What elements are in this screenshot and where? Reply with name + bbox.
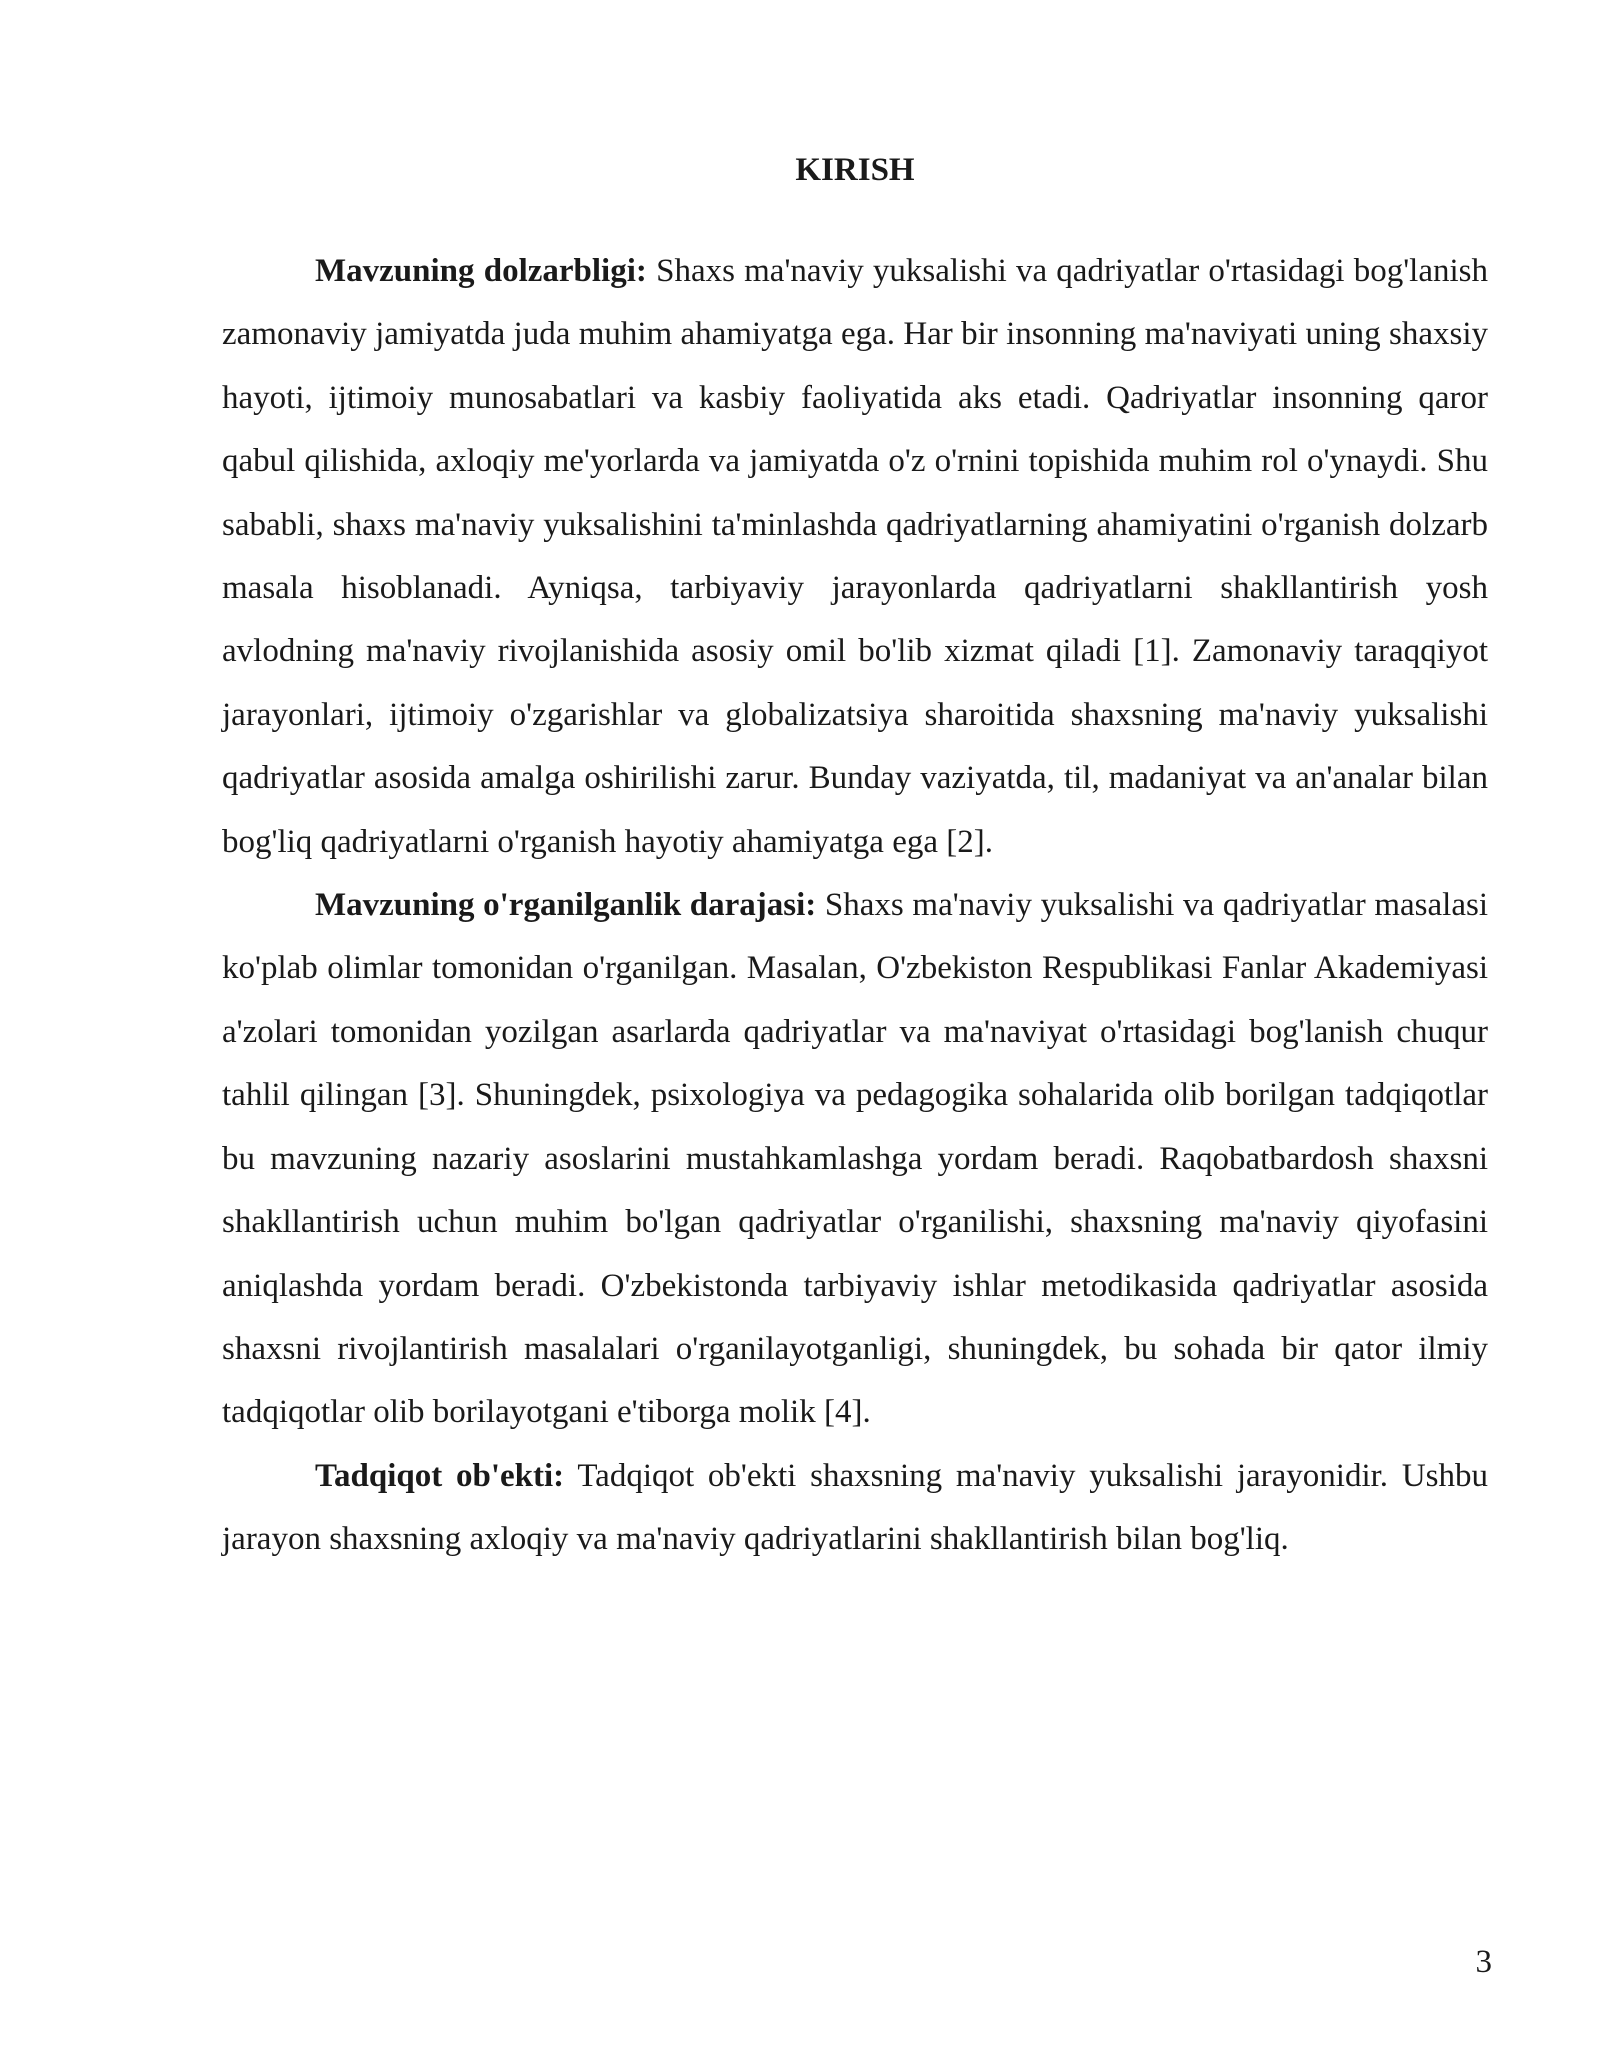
paragraph-relevance xyxy=(222,240,1488,874)
document-body xyxy=(222,240,1488,1572)
page-number: 3 xyxy=(1475,1944,1492,1980)
paragraph-lead: Mavzuning dolzarbligi: xyxy=(315,253,647,289)
paragraph-text: Shaxs ma'naviy yuksalishi va qadriyatlar masalasi ko'plab olimlar tomonidan o'rganilgan. Masalan, O'zbekiston Respublikasi Fanlar Akademiyasi a'zolari tomonidan yozilgan asarlarda qadriyatlar va ma'naviyat o'rtasidagi bog'lanish chuqur tahlil qilingan [3]. Shuningdek, psixologiya va pedagogika sohalarida olib borilgan tadqiqotlar bu mavzuning nazariy asoslarini mustahkamlashga yordam beradi. Raqobatbardosh shaxsni shakllantirish uchun muhim bo'lgan qadriyatlar o'rganilishi, shaxsning ma'naviy qiyofasini aniqlashda yordam beradi. O'zbekistonda tarbiyaviy ishlar metodikasida qadriyatlar asosida shaxsni rivojlantirish masalalari o'rganilayotganligi, shuningdek, bu sohada bir qator ilmiy tadqiqotlar olib borilayotgani e'tiborga molik [4]. xyxy=(222,887,1488,1431)
paragraph-text: Shaxs ma'naviy yuksalishi va qadriyatlar o'rtasidagi bog'lanish zamonaviy jamiyatda juda muhim ahamiyatga ega. Har bir insonning ma'naviyati uning shaxsiy hayoti, ijtimoiy munosabatlari va kasbiy faoliyatida aks etadi. Qadriyatlar insonning qaror qabul qilishida, axloqiy me'yorlarda va jamiyatda o'z o'rnini topishida muhim rol o'ynaydi. Shu sababli, shaxs ma'naviy yuksalishini ta'minlashda qadriyatlarning ahamiyatini o'rganish dolzarb masala hisoblanadi. Ayniqsa, tarbiyaviy jarayonlarda qadriyatlarni shakllantirish yosh avlodning ma'naviy rivojlanishida asosiy omil bo'lib xizmat qiladi [1]. Zamonaviy taraqqiyot jarayonlari, ijtimoiy o'zgarishlar va globalizatsiya sharoitida shaxsning ma'naviy yuksalishi qadriyatlar asosida amalga oshirilishi zarur. Bunday vaziyatda, til, madaniyat va an'analar bilan bog'liq qadriyatlarni o'rganish hayotiy ahamiyatga ega [2]. xyxy=(222,253,1488,860)
page-title: KIRISH xyxy=(795,152,915,188)
paragraph-text: Tadqiqot ob'ekti shaxsning ma'naviy yuksalishi jarayonidir. Ushbu jarayon shaxsning axloqiy va ma'naviy qadriyatlarini shakllantirish bilan bog'liq. xyxy=(222,1457,1488,1558)
paragraph-research-object xyxy=(222,1445,1488,1572)
paragraph-lead: Mavzuning o'rganilganlik darajasi: xyxy=(315,887,817,924)
paragraph-study-level xyxy=(222,874,1488,1445)
paragraph-lead: Tadqiqot ob'ekti: xyxy=(315,1457,565,1494)
